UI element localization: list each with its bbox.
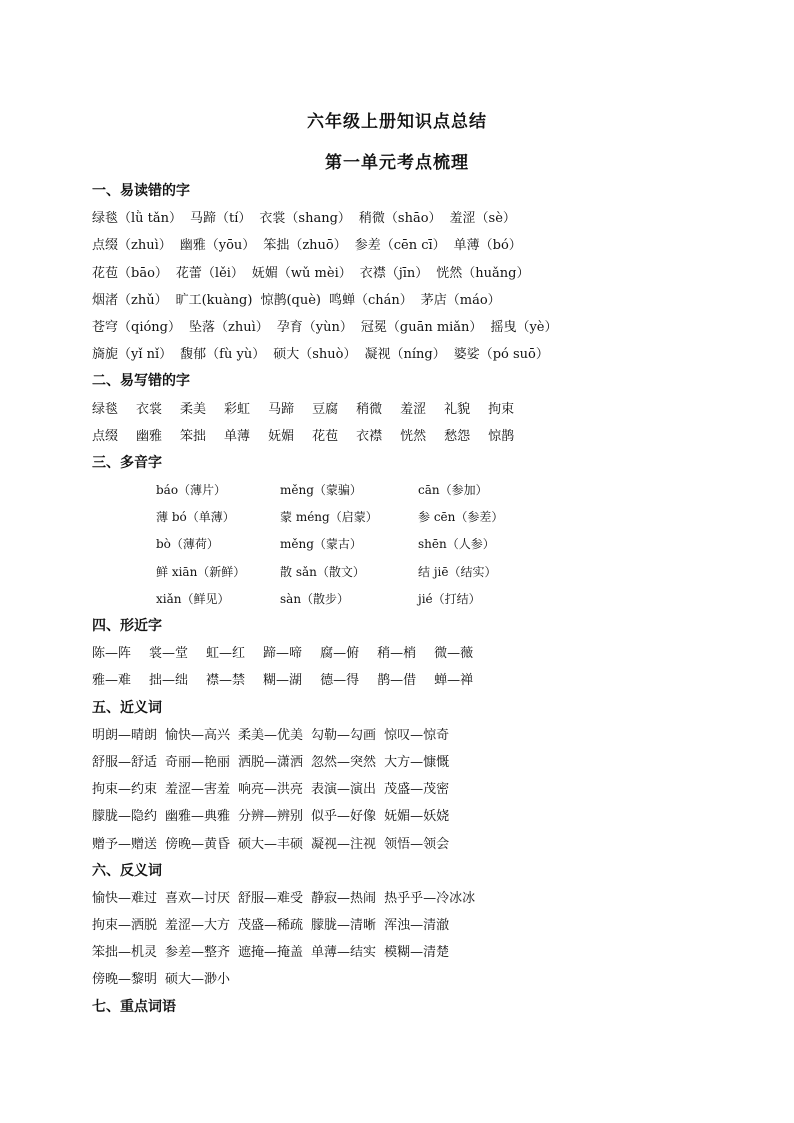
word-item: 勾勒—勾画 [311, 727, 377, 743]
word-item: 傍晚—黄昏 [165, 836, 231, 852]
word-item: 马蹄（tí） [190, 211, 252, 227]
word-item: 稍微（shāo） [358, 211, 442, 227]
polyphone-row [92, 559, 752, 586]
word-row [92, 341, 752, 368]
word-item: 绿毯 [92, 401, 119, 417]
word-item: 摇曳（yè） [490, 319, 558, 335]
word-row [92, 803, 752, 830]
word-item: 拘束 [488, 401, 515, 417]
word-row [92, 423, 752, 450]
word-item: 馥郁（fù yù） [180, 347, 266, 363]
word-row [92, 205, 752, 232]
word-item: 明朗—晴朗 [92, 727, 158, 743]
polyphone-item: báo（薄片） [156, 483, 227, 498]
word-item: 响亮—洪亮 [238, 782, 304, 798]
word-item: 微—薇 [434, 646, 474, 662]
word-item: 蹄—啼 [263, 646, 303, 662]
word-item: 绿毯（lǜ tǎn） [92, 211, 183, 227]
word-item: 愁怨 [444, 428, 471, 444]
word-item: 花蕾（lěi） [175, 265, 244, 281]
word-item: 笨拙 [180, 428, 207, 444]
polyphone-item: měng（蒙古） [280, 537, 362, 552]
polyphone-item: jié（打结） [418, 591, 481, 606]
section-heading: 二、易写错的字 [92, 373, 190, 390]
word-item: 拘束—洒脱 [92, 918, 158, 934]
word-item: 大方—慷慨 [384, 754, 450, 770]
word-item: 花苞 [312, 428, 339, 444]
word-item: 愉快—高兴 [165, 727, 231, 743]
word-row [92, 912, 752, 939]
word-item: 糊—湖 [263, 673, 303, 689]
word-item: 忽然—突然 [311, 754, 377, 770]
word-item: 旖旎（yǐ nǐ） [92, 347, 173, 363]
word-item: 羞涩—害羞 [165, 782, 231, 798]
word-row [92, 640, 752, 667]
word-item: 朦胧—隐约 [92, 809, 158, 825]
word-item: 礼貌 [444, 401, 471, 417]
word-item: 衣裳 [136, 401, 163, 417]
word-item: 雅—难 [92, 673, 132, 689]
word-item: 洒脱—潇洒 [238, 754, 304, 770]
word-item: 柔美—优美 [238, 727, 304, 743]
word-row [92, 749, 752, 776]
word-row [92, 722, 752, 749]
word-row [92, 885, 752, 912]
word-item: 婆娑（pó suō） [453, 347, 549, 363]
polyphone-item: 散 sǎn（散文） [280, 564, 365, 579]
word-item: 茂盛—茂密 [384, 782, 450, 798]
word-item: 虹—红 [206, 646, 246, 662]
word-item: 陈—阵 [92, 646, 132, 662]
polyphone-item: 蒙 méng（启蒙） [280, 510, 378, 525]
word-item: 赠予—赠送 [92, 836, 158, 852]
word-item: 彩虹 [224, 401, 251, 417]
word-item: 妩媚（wǔ mèi） [251, 265, 352, 281]
word-item: 襟—禁 [206, 673, 246, 689]
polyphone-item: 结 jiē（结实） [418, 564, 497, 579]
polyphone-item: bò（薄荷） [156, 537, 219, 552]
word-item: 点缀（zhuì） [92, 238, 172, 254]
word-item: 幽雅—典雅 [165, 809, 231, 825]
section-heading: 五、近义词 [92, 699, 162, 716]
polyphone-row [92, 504, 752, 531]
word-item: 惊叹—惊奇 [384, 727, 450, 743]
word-row [92, 260, 752, 287]
word-item: 愉快—难过 [92, 890, 158, 906]
polyphone-row [92, 531, 752, 558]
word-item: 领悟—领会 [384, 836, 450, 852]
polyphone-item: 参 cēn（参差） [418, 510, 504, 525]
word-item: 点缀 [92, 428, 119, 444]
word-item: 羞涩—大方 [165, 918, 231, 934]
polyphone-item: cān（参加） [418, 483, 488, 498]
word-item: 参差（cēn cī） [354, 238, 446, 254]
word-item: 苍穹（qióng） [92, 319, 182, 335]
word-item: 孕育（yùn） [276, 319, 353, 335]
word-item: 衣襟（jīn） [359, 265, 429, 281]
word-item: 茂盛—稀疏 [238, 918, 304, 934]
word-item: 裳—堂 [149, 646, 189, 662]
polyphone-item: měng（蒙骗） [280, 483, 362, 498]
word-row [92, 966, 752, 993]
word-item: 傍晚—黎明 [92, 972, 158, 988]
word-item: 惊鹊 [488, 428, 515, 444]
polyphone-item: 薄 bó（单薄） [156, 510, 235, 525]
section-heading: 六、反义词 [92, 862, 162, 879]
word-row [92, 667, 752, 694]
word-item: 遮掩—掩盖 [238, 945, 304, 961]
word-row [92, 396, 752, 423]
word-item: 德—得 [320, 673, 360, 689]
word-item: 拘束—约束 [92, 782, 158, 798]
word-item: 坠落（zhuì） [189, 319, 269, 335]
word-item: 凝视（níng） [364, 347, 446, 363]
polyphone-item: 鲜 xiān（新鲜） [156, 564, 246, 579]
word-item: 笨拙（zhuō） [263, 238, 347, 254]
word-item: 花苞（bāo） [92, 265, 168, 281]
word-item: 热乎乎—冷冰冰 [384, 890, 476, 906]
word-item: 鸣蝉（chán） [329, 292, 413, 308]
unit-subtitle: 第一单元考点梳理 [325, 153, 469, 173]
word-item: 衣裳（shang） [259, 211, 351, 227]
section-heading: 三、多音字 [92, 454, 162, 471]
word-item: 硕大（shuò） [273, 347, 357, 363]
word-item: 单薄 [224, 428, 251, 444]
polyphone-item: sàn（散步） [280, 591, 350, 606]
word-item: 凝视—注视 [311, 836, 377, 852]
word-item: 表演—演出 [311, 782, 377, 798]
word-item: 似乎—好像 [311, 809, 377, 825]
word-item: 腐—俯 [320, 646, 360, 662]
word-item: 笨拙—机灵 [92, 945, 158, 961]
word-item: 朦胧—清晰 [311, 918, 377, 934]
word-item: 惊鹊(què) [260, 292, 321, 308]
page-title: 六年级上册知识点总结 [307, 112, 487, 132]
word-item: 稍微 [356, 401, 383, 417]
word-item: 拙—绌 [149, 673, 189, 689]
word-item: 恍然 [400, 428, 427, 444]
word-item: 羞涩 [400, 401, 427, 417]
word-item: 喜欢—讨厌 [165, 890, 231, 906]
notes-content [92, 178, 752, 1021]
section-heading: 七、重点词语 [92, 998, 176, 1015]
word-item: 柔美 [180, 401, 207, 417]
word-item: 分辨—辨别 [238, 809, 304, 825]
word-row [92, 831, 752, 858]
word-item: 马蹄 [268, 401, 295, 417]
word-item: 静寂—热闹 [311, 890, 377, 906]
word-item: 硕大—渺小 [165, 972, 231, 988]
polyphone-row [92, 477, 752, 504]
section-heading: 一、易读错的字 [92, 183, 190, 199]
word-item: 单薄（bó） [453, 238, 522, 254]
word-row [92, 314, 752, 341]
word-item: 浑浊—清澈 [384, 918, 450, 934]
word-item: 烟渚（zhǔ） [92, 292, 168, 308]
word-item: 豆腐 [312, 401, 339, 417]
section-heading: 四、形近字 [92, 618, 162, 634]
word-row [92, 287, 752, 314]
word-item: 奇丽—艳丽 [165, 754, 231, 770]
word-item: 恍然（huǎng） [436, 265, 530, 281]
word-row [92, 776, 752, 803]
word-item: 参差—整齐 [165, 945, 231, 961]
word-item: 舒服—舒适 [92, 754, 158, 770]
word-row [92, 232, 752, 259]
word-item: 舒服—难受 [238, 890, 304, 906]
word-item: 羞涩（sè） [449, 211, 516, 227]
word-item: 茅店（máo） [420, 292, 501, 308]
word-item: 稍—梢 [377, 646, 417, 662]
word-item: 蝉—禅 [434, 673, 474, 689]
word-item: 硕大—丰硕 [238, 836, 304, 852]
word-item: 鹊—借 [377, 673, 417, 689]
polyphone-row [92, 586, 752, 613]
word-item: 旷工(kuàng) [175, 292, 253, 308]
word-row [92, 939, 752, 966]
word-item: 模糊—清楚 [384, 945, 450, 961]
word-item: 冠冕（guān miǎn） [360, 319, 483, 335]
word-item: 单薄—结实 [311, 945, 377, 961]
polyphone-item: shēn（人参） [418, 537, 495, 552]
word-item: 衣襟 [356, 428, 383, 444]
word-item: 幽雅 [136, 428, 163, 444]
polyphone-item: xiǎn（鲜见） [156, 591, 230, 606]
word-item: 妩媚—妖娆 [384, 809, 450, 825]
word-item: 幽雅（yōu） [179, 238, 256, 254]
word-item: 妩媚 [268, 428, 295, 444]
